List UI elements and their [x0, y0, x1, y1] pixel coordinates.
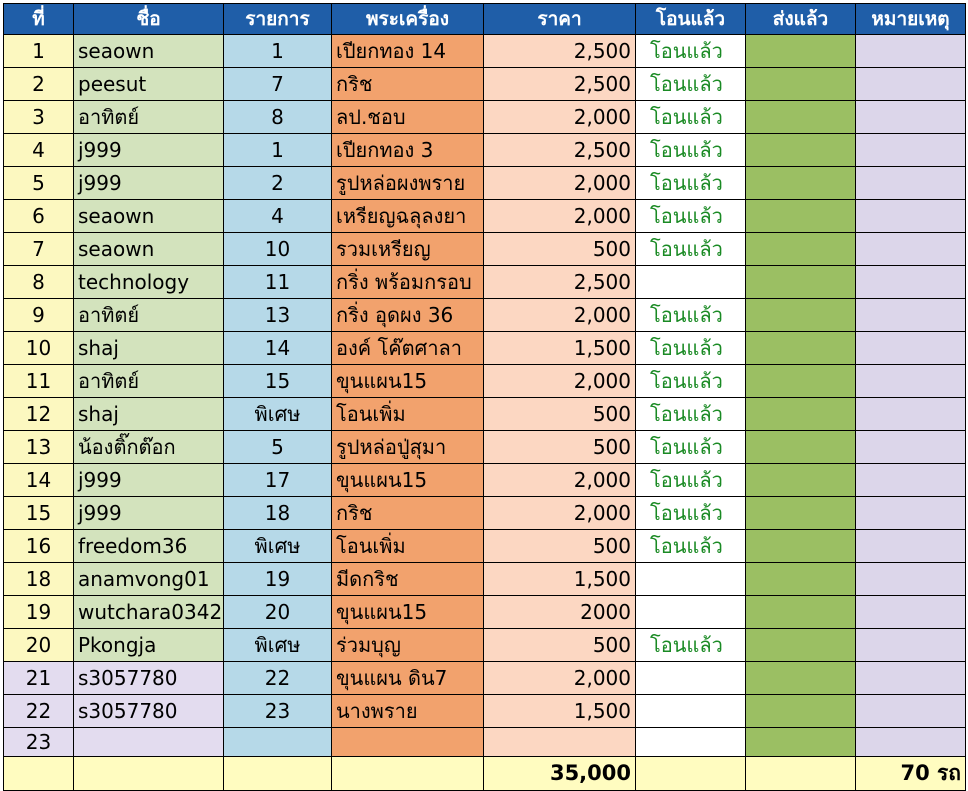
- name-cell[interactable]: j999: [74, 464, 224, 497]
- price-cell[interactable]: 2,000: [484, 101, 636, 134]
- note-cell[interactable]: [856, 662, 966, 695]
- amulet-cell[interactable]: โอนเพิ่ม: [332, 530, 484, 563]
- item-cell[interactable]: 10: [224, 233, 332, 266]
- shipped-cell[interactable]: [746, 68, 856, 101]
- name-cell[interactable]: anamvong01: [74, 563, 224, 596]
- note-cell[interactable]: [856, 563, 966, 596]
- item-cell[interactable]: 14: [224, 332, 332, 365]
- amulet-cell[interactable]: นางพราย: [332, 695, 484, 728]
- header-cell-paid[interactable]: โอนแล้ว: [636, 4, 746, 35]
- name-cell[interactable]: shaj: [74, 332, 224, 365]
- note-cell[interactable]: [856, 629, 966, 662]
- amulet-cell[interactable]: กริช: [332, 497, 484, 530]
- table-row: [4, 134, 966, 167]
- header-cell-amulet[interactable]: พระเครื่อง: [332, 4, 484, 35]
- shipped-cell[interactable]: [746, 728, 856, 757]
- row-number-cell[interactable]: 8: [4, 266, 74, 299]
- price-cell[interactable]: 2,000: [484, 167, 636, 200]
- amulet-cell[interactable]: กริ่ง พร้อมกรอบ: [332, 266, 484, 299]
- item-cell[interactable]: พิเศษ: [224, 398, 332, 431]
- note-cell[interactable]: [856, 497, 966, 530]
- name-cell[interactable]: s3057780: [74, 695, 224, 728]
- name-cell[interactable]: อาทิตย์: [74, 299, 224, 332]
- row-number-cell[interactable]: 20: [4, 629, 74, 662]
- price-cell[interactable]: 500: [484, 233, 636, 266]
- price-cell[interactable]: 500: [484, 530, 636, 563]
- item-cell[interactable]: พิเศษ: [224, 629, 332, 662]
- price-cell[interactable]: 2,500: [484, 35, 636, 68]
- price-cell[interactable]: [484, 728, 636, 757]
- name-cell[interactable]: seaown: [74, 200, 224, 233]
- shipped-cell[interactable]: [746, 299, 856, 332]
- item-cell[interactable]: 19: [224, 563, 332, 596]
- paid-status-cell[interactable]: โอนแล้ว: [636, 497, 746, 530]
- paid-status-cell[interactable]: โอนแล้ว: [636, 464, 746, 497]
- price-cell[interactable]: 2,000: [484, 662, 636, 695]
- item-cell[interactable]: 1: [224, 134, 332, 167]
- amulet-cell[interactable]: มีดกริช: [332, 563, 484, 596]
- amulet-cell[interactable]: ขุนแผน ดิน7: [332, 662, 484, 695]
- shipped-cell[interactable]: [746, 629, 856, 662]
- shipped-cell[interactable]: [746, 662, 856, 695]
- item-cell[interactable]: 7: [224, 68, 332, 101]
- total-row: [4, 756, 966, 790]
- note-cell[interactable]: [856, 299, 966, 332]
- paid-status-cell[interactable]: [636, 695, 746, 728]
- table-row: [4, 530, 966, 563]
- item-cell[interactable]: 5: [224, 431, 332, 464]
- paid-status-cell[interactable]: โอนแล้ว: [636, 35, 746, 68]
- amulet-cell[interactable]: เปียกทอง 3: [332, 134, 484, 167]
- table-row: [4, 200, 966, 233]
- price-cell[interactable]: 2,000: [484, 365, 636, 398]
- paid-status-cell[interactable]: โอนแล้ว: [636, 101, 746, 134]
- note-cell[interactable]: [856, 728, 966, 757]
- price-cell[interactable]: 2,500: [484, 266, 636, 299]
- row-number-cell[interactable]: 11: [4, 365, 74, 398]
- table-row: [4, 662, 966, 695]
- paid-status-cell[interactable]: โอนแล้ว: [636, 134, 746, 167]
- amulet-cell[interactable]: ลป.ชอบ: [332, 101, 484, 134]
- name-cell[interactable]: อาทิตย์: [74, 365, 224, 398]
- note-cell[interactable]: [856, 431, 966, 464]
- amulet-cell[interactable]: เปียกทอง 14: [332, 35, 484, 68]
- paid-status-cell[interactable]: โอนแล้ว: [636, 200, 746, 233]
- paid-status-cell[interactable]: โอนแล้ว: [636, 299, 746, 332]
- header-cell-price[interactable]: ราคา: [484, 4, 636, 35]
- price-cell[interactable]: 1,500: [484, 332, 636, 365]
- table-row: [4, 629, 966, 662]
- shipped-cell[interactable]: [746, 35, 856, 68]
- item-cell[interactable]: 2: [224, 167, 332, 200]
- note-cell[interactable]: [856, 530, 966, 563]
- shipped-cell[interactable]: [746, 464, 856, 497]
- price-cell[interactable]: 2,000: [484, 497, 636, 530]
- paid-status-cell[interactable]: [636, 563, 746, 596]
- table-row: [4, 431, 966, 464]
- note-cell[interactable]: [856, 233, 966, 266]
- shipped-cell[interactable]: [746, 596, 856, 629]
- shipped-cell[interactable]: [746, 134, 856, 167]
- table-row: [4, 728, 966, 757]
- name-cell[interactable]: [74, 728, 224, 757]
- price-cell[interactable]: 2,500: [484, 68, 636, 101]
- item-cell[interactable]: 8: [224, 101, 332, 134]
- name-cell[interactable]: shaj: [74, 398, 224, 431]
- note-cell[interactable]: [856, 365, 966, 398]
- item-cell[interactable]: 15: [224, 365, 332, 398]
- amulet-cell[interactable]: โอนเพิ่ม: [332, 398, 484, 431]
- shipped-cell[interactable]: [746, 530, 856, 563]
- row-number-cell[interactable]: 10: [4, 332, 74, 365]
- amulet-cell[interactable]: ร่วมบุญ: [332, 629, 484, 662]
- amulet-cell[interactable]: [332, 728, 484, 757]
- name-cell[interactable]: น้องติ๊กต๊อก: [74, 431, 224, 464]
- row-number-cell[interactable]: 21: [4, 662, 74, 695]
- note-cell[interactable]: [856, 35, 966, 68]
- name-cell[interactable]: technology: [74, 266, 224, 299]
- price-cell[interactable]: 2,000: [484, 464, 636, 497]
- shipped-cell[interactable]: [746, 695, 856, 728]
- row-number-cell[interactable]: 23: [4, 728, 74, 757]
- note-cell[interactable]: [856, 695, 966, 728]
- paid-status-cell[interactable]: [636, 596, 746, 629]
- note-cell[interactable]: [856, 398, 966, 431]
- amulet-cell[interactable]: กริช: [332, 68, 484, 101]
- total-price-cell[interactable]: 35,000: [484, 756, 636, 790]
- row-number-cell[interactable]: 2: [4, 68, 74, 101]
- row-number-cell[interactable]: 22: [4, 695, 74, 728]
- row-number-cell[interactable]: 19: [4, 596, 74, 629]
- paid-status-cell[interactable]: โอนแล้ว: [636, 167, 746, 200]
- header-cell-note[interactable]: หมายเหตุ: [856, 4, 966, 35]
- name-cell[interactable]: Pkongja: [74, 629, 224, 662]
- header-cell-shipped[interactable]: ส่งแล้ว: [746, 4, 856, 35]
- price-cell[interactable]: 1,500: [484, 563, 636, 596]
- total-cell-shipped[interactable]: [746, 756, 856, 790]
- total-cell-amulet[interactable]: [332, 756, 484, 790]
- shipped-cell[interactable]: [746, 497, 856, 530]
- shipped-cell[interactable]: [746, 431, 856, 464]
- shipped-cell[interactable]: [746, 101, 856, 134]
- paid-status-cell[interactable]: [636, 266, 746, 299]
- table-row: [4, 563, 966, 596]
- note-cell[interactable]: [856, 101, 966, 134]
- amulet-cell[interactable]: รูปหล่อปู่สุมา: [332, 431, 484, 464]
- price-cell[interactable]: 2,000: [484, 200, 636, 233]
- note-cell[interactable]: [856, 68, 966, 101]
- name-cell[interactable]: wutchara0342: [74, 596, 224, 629]
- shipped-cell[interactable]: [746, 365, 856, 398]
- row-number-cell[interactable]: 18: [4, 563, 74, 596]
- shipped-cell[interactable]: [746, 233, 856, 266]
- total-note-cell[interactable]: 70 รถ: [856, 756, 966, 790]
- header-cell-no[interactable]: ที่: [4, 4, 74, 35]
- shipped-cell[interactable]: [746, 200, 856, 233]
- spreadsheet-table: [3, 3, 966, 791]
- row-number-cell[interactable]: 7: [4, 233, 74, 266]
- paid-status-cell[interactable]: โอนแล้ว: [636, 233, 746, 266]
- item-cell[interactable]: [224, 728, 332, 757]
- amulet-cell[interactable]: ขุนแผน15: [332, 365, 484, 398]
- row-number-cell[interactable]: 16: [4, 530, 74, 563]
- amulet-cell[interactable]: องค์ โค๊ตศาลา: [332, 332, 484, 365]
- item-cell[interactable]: 4: [224, 200, 332, 233]
- row-number-cell[interactable]: 4: [4, 134, 74, 167]
- row-number-cell[interactable]: 1: [4, 35, 74, 68]
- item-cell[interactable]: 17: [224, 464, 332, 497]
- name-cell[interactable]: j999: [74, 134, 224, 167]
- table-row: [4, 167, 966, 200]
- shipped-cell[interactable]: [746, 167, 856, 200]
- table-row: [4, 365, 966, 398]
- item-cell[interactable]: 22: [224, 662, 332, 695]
- table-row: [4, 596, 966, 629]
- total-cell-item[interactable]: [224, 756, 332, 790]
- amulet-cell[interactable]: รูปหล่อผงพราย: [332, 167, 484, 200]
- price-cell[interactable]: 500: [484, 398, 636, 431]
- paid-status-cell[interactable]: โอนแล้ว: [636, 629, 746, 662]
- name-cell[interactable]: seaown: [74, 35, 224, 68]
- table-row: [4, 464, 966, 497]
- name-cell[interactable]: freedom36: [74, 530, 224, 563]
- item-cell[interactable]: พิเศษ: [224, 530, 332, 563]
- name-cell[interactable]: อาทิตย์: [74, 101, 224, 134]
- note-cell[interactable]: [856, 464, 966, 497]
- row-number-cell[interactable]: 6: [4, 200, 74, 233]
- note-cell[interactable]: [856, 332, 966, 365]
- price-cell[interactable]: 2000: [484, 596, 636, 629]
- amulet-cell[interactable]: กริ่ง อุดผง 36: [332, 299, 484, 332]
- name-cell[interactable]: j999: [74, 167, 224, 200]
- table-row: [4, 233, 966, 266]
- price-cell[interactable]: 2,500: [484, 134, 636, 167]
- price-cell[interactable]: 1,500: [484, 695, 636, 728]
- paid-status-cell[interactable]: [636, 728, 746, 757]
- name-cell[interactable]: peesut: [74, 68, 224, 101]
- row-number-cell[interactable]: 9: [4, 299, 74, 332]
- table-row: [4, 332, 966, 365]
- price-cell[interactable]: 2,000: [484, 299, 636, 332]
- price-cell[interactable]: 500: [484, 431, 636, 464]
- header-cell-name[interactable]: ชื่อ: [74, 4, 224, 35]
- note-cell[interactable]: [856, 167, 966, 200]
- note-cell[interactable]: [856, 200, 966, 233]
- table-row: [4, 101, 966, 134]
- table-row: [4, 266, 966, 299]
- row-number-cell[interactable]: 5: [4, 167, 74, 200]
- paid-status-cell[interactable]: โอนแล้ว: [636, 530, 746, 563]
- item-cell[interactable]: 18: [224, 497, 332, 530]
- row-number-cell[interactable]: 12: [4, 398, 74, 431]
- table-row: [4, 695, 966, 728]
- amulet-cell[interactable]: ขุนแผน15: [332, 596, 484, 629]
- row-number-cell[interactable]: 3: [4, 101, 74, 134]
- total-cell-no[interactable]: [4, 756, 74, 790]
- total-cell-name[interactable]: [74, 756, 224, 790]
- paid-status-cell[interactable]: โอนแล้ว: [636, 365, 746, 398]
- total-cell-paid[interactable]: [636, 756, 746, 790]
- amulet-cell[interactable]: เหรียญฉลุลงยา: [332, 200, 484, 233]
- row-number-cell[interactable]: 15: [4, 497, 74, 530]
- shipped-cell[interactable]: [746, 332, 856, 365]
- note-cell[interactable]: [856, 266, 966, 299]
- header-cell-item[interactable]: รายการ: [224, 4, 332, 35]
- name-cell[interactable]: seaown: [74, 233, 224, 266]
- shipped-cell[interactable]: [746, 398, 856, 431]
- amulet-cell[interactable]: ขุนแผน15: [332, 464, 484, 497]
- header-row: [4, 4, 966, 35]
- paid-status-cell[interactable]: โอนแล้ว: [636, 332, 746, 365]
- paid-status-cell[interactable]: โอนแล้ว: [636, 398, 746, 431]
- amulet-cell[interactable]: รวมเหรียญ: [332, 233, 484, 266]
- table-row: [4, 35, 966, 68]
- paid-status-cell[interactable]: [636, 662, 746, 695]
- table-row: [4, 497, 966, 530]
- shipped-cell[interactable]: [746, 563, 856, 596]
- item-cell[interactable]: 1: [224, 35, 332, 68]
- item-cell[interactable]: 13: [224, 299, 332, 332]
- name-cell[interactable]: s3057780: [74, 662, 224, 695]
- table-row: [4, 398, 966, 431]
- paid-status-cell[interactable]: โอนแล้ว: [636, 431, 746, 464]
- item-cell[interactable]: 11: [224, 266, 332, 299]
- price-cell[interactable]: 500: [484, 629, 636, 662]
- item-cell[interactable]: 23: [224, 695, 332, 728]
- note-cell[interactable]: [856, 134, 966, 167]
- note-cell[interactable]: [856, 596, 966, 629]
- paid-status-cell[interactable]: โอนแล้ว: [636, 68, 746, 101]
- item-cell[interactable]: 20: [224, 596, 332, 629]
- table-row: [4, 68, 966, 101]
- row-number-cell[interactable]: 14: [4, 464, 74, 497]
- shipped-cell[interactable]: [746, 266, 856, 299]
- table-row: [4, 299, 966, 332]
- row-number-cell[interactable]: 13: [4, 431, 74, 464]
- name-cell[interactable]: j999: [74, 497, 224, 530]
